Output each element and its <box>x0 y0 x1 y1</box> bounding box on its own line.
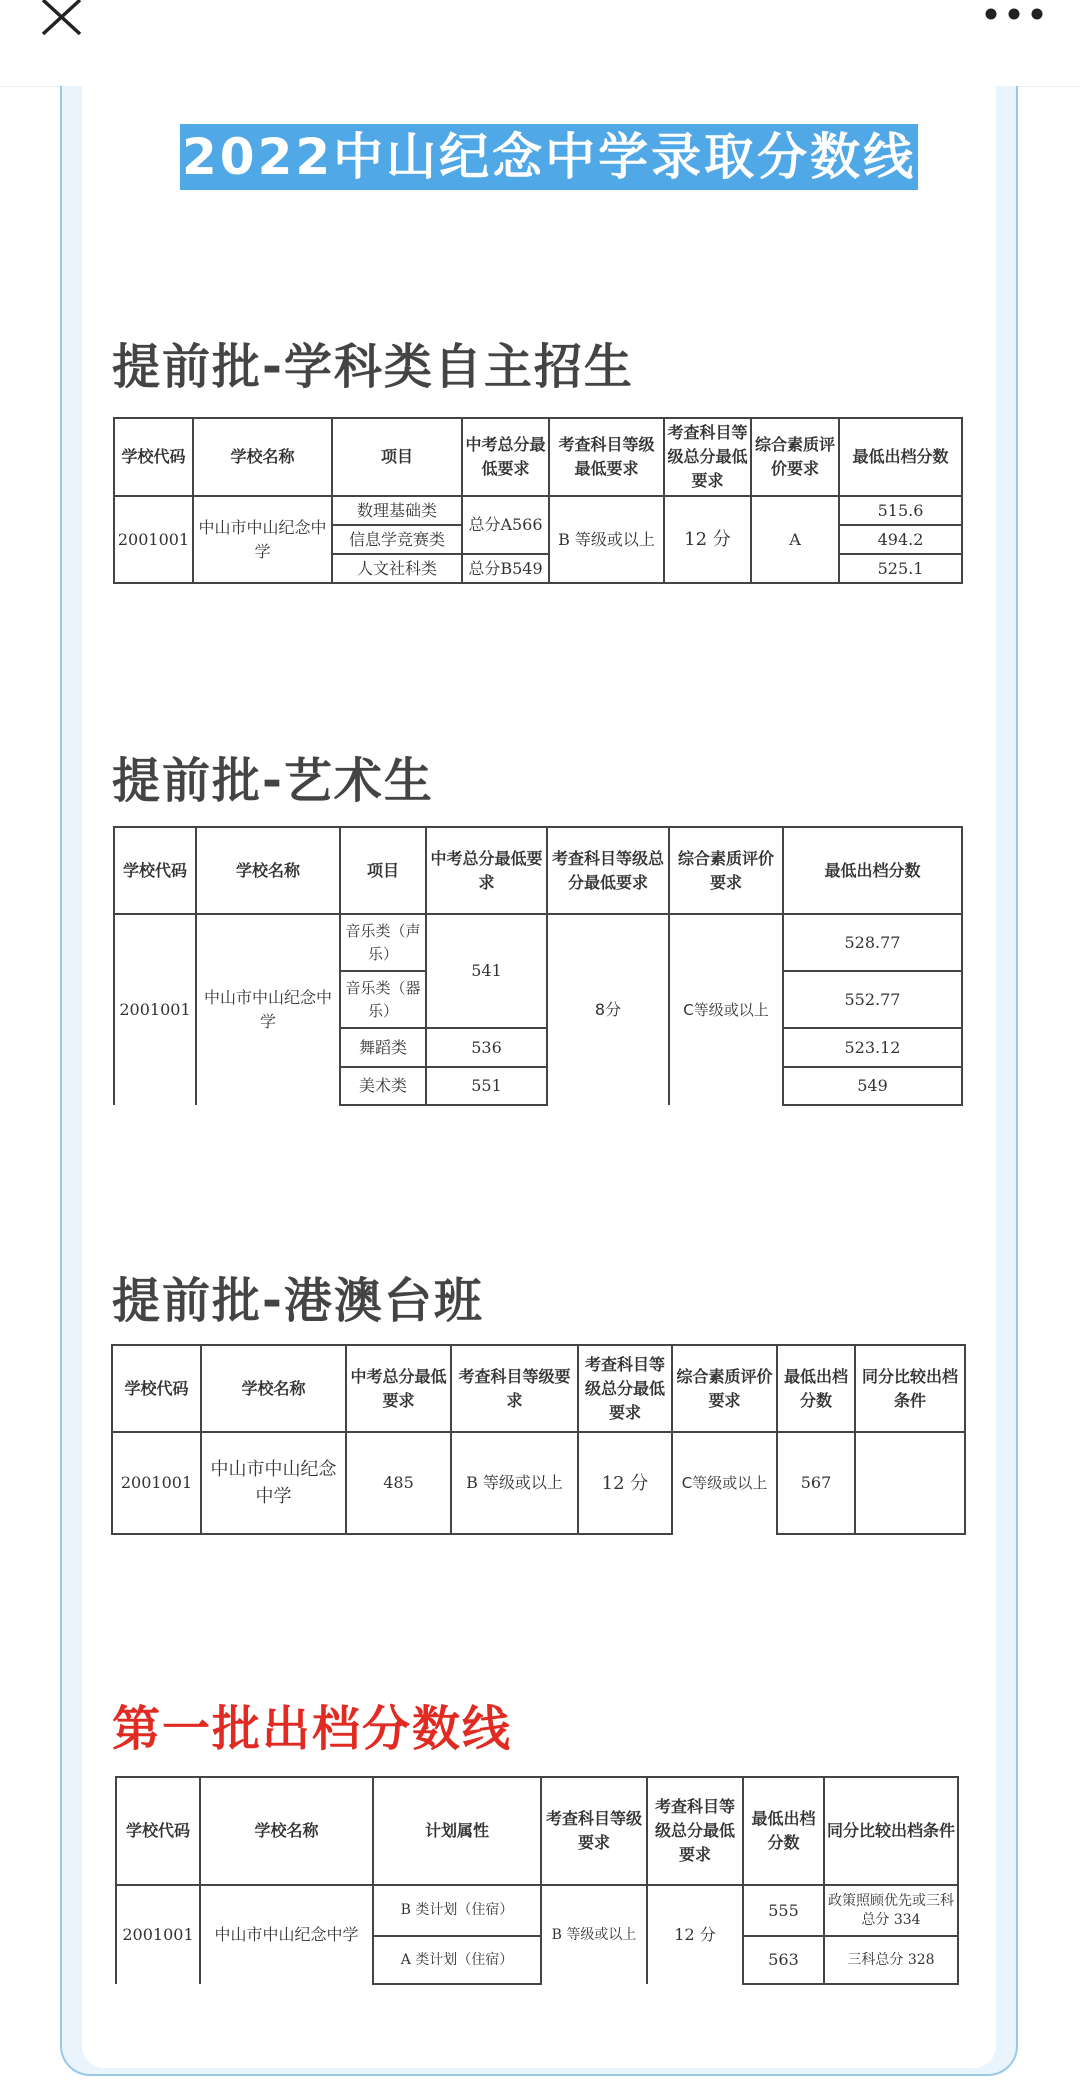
header-cell: 综合素质评价要求 <box>669 827 783 914</box>
table-first-batch <box>115 1776 959 1985</box>
table-art <box>113 826 963 1106</box>
item-cell: 音乐类（器乐） <box>340 971 426 1028</box>
total-req: 485 <box>346 1432 451 1534</box>
score-cell: 549 <box>783 1067 962 1105</box>
school-code: 2001001 <box>116 1885 200 1984</box>
grade-req: B 等级或以上 <box>541 1885 647 1984</box>
item-cell: 美术类 <box>340 1067 426 1105</box>
header-cell: 最低出档分数 <box>783 827 962 914</box>
total-req: 总分B549 <box>462 554 549 583</box>
score-cell: 523.12 <box>783 1028 962 1067</box>
plan-cell: B 类计划（住宿） <box>373 1885 541 1936</box>
school-code: 2001001 <box>112 1432 201 1534</box>
score-cell: 528.77 <box>783 914 962 971</box>
header-cell: 项目 <box>332 418 462 496</box>
grade-total: 12 分 <box>664 496 751 583</box>
header-cell: 项目 <box>340 827 426 914</box>
score-cell: 552.77 <box>783 971 962 1028</box>
section-title-subject: 提前批-学科类自主招生 <box>112 339 634 395</box>
more-dots-icon[interactable] <box>982 0 1046 30</box>
close-icon[interactable] <box>34 0 88 42</box>
header-cell: 考查科目等级总分最低要求 <box>547 827 669 914</box>
table-subject <box>113 417 963 584</box>
grade-total: 12 分 <box>647 1885 743 1984</box>
header-cell: 最低出档分数 <box>743 1777 824 1885</box>
school-code: 2001001 <box>114 914 196 1105</box>
header-cell: 同分比较出档条件 <box>855 1345 965 1432</box>
plan-cell: A 类计划（住宿） <box>373 1936 541 1984</box>
score-cell: 567 <box>777 1432 855 1534</box>
header-cell: 最低出档分数 <box>777 1345 855 1432</box>
quality-req: C等级或以上 <box>669 914 783 1105</box>
grade-req: B 等级或以上 <box>451 1432 578 1534</box>
top-bar <box>0 0 1080 87</box>
section-title-hkmt: 提前批-港澳台班 <box>112 1273 484 1329</box>
school-name: 中山市中山纪念中学 <box>193 496 332 583</box>
header-cell: 考查科目等级总分最低要求 <box>647 1777 743 1885</box>
header-cell: 综合素质评价要求 <box>751 418 839 496</box>
header-cell: 学校代码 <box>114 827 196 914</box>
section-title-art: 提前批-艺术生 <box>112 753 434 809</box>
score-cell: 494.2 <box>839 525 962 554</box>
header-cell: 学校代码 <box>116 1777 200 1885</box>
header-cell: 最低出档分数 <box>839 418 962 496</box>
item-cell: 人文社科类 <box>332 554 462 583</box>
school-code: 2001001 <box>114 496 193 583</box>
header-cell: 学校名称 <box>201 1345 346 1432</box>
condition-cell: 三科总分 328 <box>824 1936 958 1984</box>
header-cell: 考查科目等级总分最低要求 <box>578 1345 672 1432</box>
header-cell: 中考总分最低要求 <box>426 827 547 914</box>
school-name: 中山市中山纪念中学 <box>200 1885 373 1984</box>
item-cell: 舞蹈类 <box>340 1028 426 1067</box>
score-cell: 525.1 <box>839 554 962 583</box>
grade-req: B 等级或以上 <box>549 496 664 583</box>
header-cell: 学校代码 <box>114 418 193 496</box>
item-cell: 数理基础类 <box>332 496 462 525</box>
score-cell: 515.6 <box>839 496 962 525</box>
header-cell: 学校代码 <box>112 1345 201 1432</box>
header-cell: 学校名称 <box>196 827 340 914</box>
total-req: 551 <box>426 1067 547 1105</box>
header-cell: 考查科目等级要求 <box>541 1777 647 1885</box>
score-cell: 555 <box>743 1885 824 1936</box>
header-cell: 学校名称 <box>200 1777 373 1885</box>
header-cell: 考查科目等级要求 <box>451 1345 578 1432</box>
condition-cell <box>855 1432 965 1534</box>
school-name: 中山市中山纪念中学 <box>196 914 340 1105</box>
quality-req: A <box>751 496 839 583</box>
total-req: 总分A566 <box>462 496 549 554</box>
grade-total: 8分 <box>547 914 669 1105</box>
school-name: 中山市中山纪念中学 <box>201 1432 346 1534</box>
header-cell: 综合素质评价要求 <box>672 1345 777 1432</box>
section-title-first-batch: 第一批出档分数线 <box>112 1701 513 1757</box>
total-req: 541 <box>426 914 547 1028</box>
header-cell: 中考总分最低要求 <box>346 1345 451 1432</box>
quality-req: C等级或以上 <box>672 1432 777 1534</box>
header-cell: 考查科目等级总分最低要求 <box>664 418 751 496</box>
header-cell: 学校名称 <box>193 418 332 496</box>
grade-total: 12 分 <box>578 1432 672 1534</box>
item-cell: 信息学竞赛类 <box>332 525 462 554</box>
header-cell: 计划属性 <box>373 1777 541 1885</box>
total-req: 536 <box>426 1028 547 1067</box>
header-cell: 同分比较出档条件 <box>824 1777 958 1885</box>
item-cell: 音乐类（声乐） <box>340 914 426 971</box>
page-title: 2022中山纪念中学录取分数线 <box>180 124 918 190</box>
header-cell: 考查科目等级最低要求 <box>549 418 664 496</box>
score-cell: 563 <box>743 1936 824 1984</box>
table-hkmt <box>111 1344 966 1535</box>
condition-cell: 政策照顾优先或三科总分 334 <box>824 1885 958 1936</box>
header-cell: 中考总分最低要求 <box>462 418 549 496</box>
